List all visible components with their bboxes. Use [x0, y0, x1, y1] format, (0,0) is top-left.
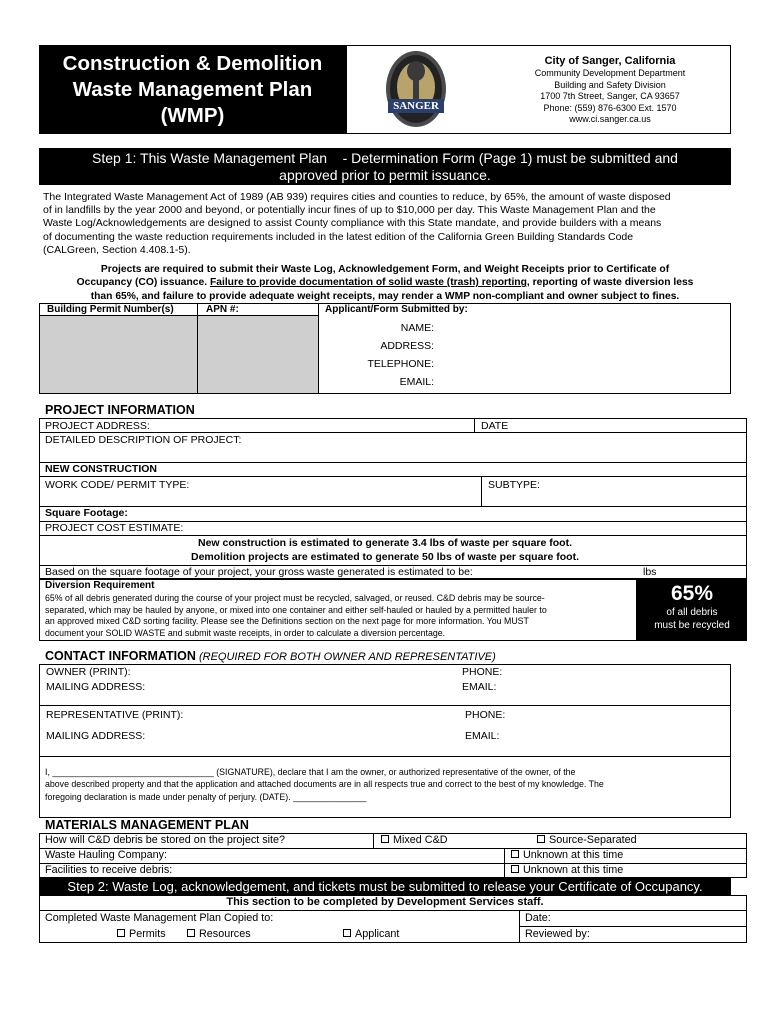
- storage-question: How will C&D debris be stored on the project site?: [45, 834, 286, 846]
- apn-field[interactable]: [198, 316, 318, 393]
- applicant-checkbox[interactable]: Applicant: [343, 928, 399, 941]
- contact-info-heading: CONTACT INFORMATION (REQUIRED FOR BOTH OWNER AND REPRESENTATIVE): [45, 649, 496, 663]
- applicant-address-label: ADDRESS:: [380, 340, 434, 352]
- applicant-name-label: NAME:: [400, 322, 434, 334]
- intro-paragraph: [43, 191, 733, 257]
- owner-phone-label: PHONE:: [462, 666, 503, 678]
- applicant-telephone-label: TELEPHONE:: [367, 358, 434, 370]
- step1-line-1: Step 1: This Waste Management Plan - Determination Form (Page 1) must be submitted and: [92, 150, 678, 166]
- step2-banner: [39, 878, 731, 895]
- new-construction-label: NEW CONSTRUCTION: [45, 463, 157, 475]
- street-address: 1700 7th Street, Sanger, CA 93657: [540, 91, 680, 101]
- step2-text: Step 2: Waste Log, acknowledgement, and tickets must be submitted to release your Certificate of Occupancy.: [67, 879, 703, 894]
- step1-banner: [39, 148, 731, 185]
- representative-label: REPRESENTATIVE (PRINT):: [46, 709, 184, 721]
- project-info-heading: PROJECT INFORMATION: [45, 403, 195, 417]
- division-line: Building and Safety Division: [554, 79, 666, 90]
- description-label: DETAILED DESCRIPTION OF PROJECT:: [45, 434, 242, 446]
- project-address-label: PROJECT ADDRESS:: [45, 420, 150, 432]
- representative-phone-label: PHONE:: [465, 709, 506, 721]
- diversion-line: document your SOLID WASTE and submit waste receipts, in order to calculate a diversion percentage.: [45, 627, 446, 638]
- website[interactable]: www.ci.sanger.ca.us: [569, 114, 651, 124]
- city-name: City of Sanger, California: [544, 55, 676, 67]
- permit-number-header: Building Permit Number(s): [47, 304, 174, 315]
- recycle-percent-caption-2: must be recycled: [654, 620, 730, 631]
- mixed-cd-checkbox[interactable]: Mixed C&D: [381, 834, 448, 847]
- facilities-label: Facilities to receive debris:: [45, 864, 173, 876]
- representative-mailing-label: MAILING ADDRESS:: [46, 730, 146, 742]
- hauling-unknown-checkbox[interactable]: Unknown at this time: [511, 849, 623, 862]
- declaration-text: [45, 766, 729, 803]
- declaration-line: I, _________________________________ (SIGNATURE), declare that I am the owner, or authorized representative of the owner, of the: [45, 767, 576, 777]
- permit-number-field[interactable]: [40, 316, 197, 393]
- staff-only-note: This section to be completed by Development Services staff.: [226, 896, 544, 908]
- source-separated-checkbox[interactable]: Source-Separated: [537, 834, 637, 847]
- notice-line-2: Occupancy (CO) issuance. Failure to provide documentation of solid waste (trash) reporting, reporting of waste diversion less: [76, 277, 694, 289]
- recycle-percent-block: [637, 579, 747, 641]
- submitted-by-header: Applicant/Form Submitted by:: [325, 304, 468, 315]
- lbs-unit: lbs: [643, 566, 657, 578]
- resources-checkbox[interactable]: Resources: [187, 928, 251, 941]
- staff-date-label: Date:: [525, 912, 551, 924]
- square-footage-label: Square Footage:: [45, 507, 128, 519]
- intro-line: Waste Log/Acknowledgements are designed to assist County compliance with this State mandate, and provide builders with a means: [43, 217, 662, 230]
- diversion-line: 65% of all debris generated during the course of your project must be recycled, salvaged, or reused. C&D debris may be source-: [45, 593, 545, 603]
- representative-email-label: EMAIL:: [465, 730, 500, 742]
- title-block: [39, 45, 346, 134]
- dept-line: Community Development Department: [534, 68, 686, 78]
- phone-line: Phone: (559) 876-6300 Ext. 1570: [543, 102, 677, 113]
- permits-checkbox[interactable]: Permits: [117, 928, 166, 941]
- gross-waste-label: Based on the square footage of your project, your gross waste generated is estimated to be:: [45, 566, 473, 578]
- diversion-line: separated, which may be hauled by anyone, or mixed into one container and either self-hauled or hauled by a permitted hauler to: [45, 604, 547, 615]
- copied-to-label: Completed Waste Management Plan Copied to:: [45, 912, 274, 924]
- notice-line-3: than 65%, and failure to provide adequate weight receipts, may render a WMP non-compliant and owner subject to fines.: [90, 290, 680, 302]
- date-label: DATE: [481, 420, 509, 432]
- requirements-notice: [39, 263, 731, 303]
- owner-label: OWNER (PRINT):: [46, 666, 131, 678]
- declaration-line: foregoing declaration is made under penalty of perjury. (DATE). _______________: [45, 791, 367, 802]
- subtype-label: SUBTYPE:: [488, 479, 540, 491]
- recycle-percent-caption-1: of all debris: [666, 607, 718, 618]
- reviewed-by-label: Reviewed by:: [525, 928, 590, 940]
- header-contact: [500, 54, 720, 126]
- intro-line: of documenting the waste reduction requirements included in the latest edition of the California Green Building Standards Code: [43, 230, 634, 243]
- diversion-heading: Diversion Requirement: [45, 580, 155, 591]
- recycle-percent: 65%: [670, 582, 714, 605]
- work-code-label: WORK CODE/ PERMIT TYPE:: [45, 479, 190, 491]
- sanger-seal-logo: [384, 49, 448, 133]
- intro-line: of in landfills by the year 2000 and beyond, or potentially incur fines of up to $10,000 per day. This Waste Management Plan and the: [43, 204, 656, 217]
- notice-line-1: Projects are required to submit their Waste Log, Acknowledgement Form, and Weight Receipts prior to Certificate of: [100, 264, 670, 275]
- title-line-1: Construction & Demolition: [62, 52, 323, 75]
- owner-mailing-label: MAILING ADDRESS:: [46, 681, 146, 693]
- hauling-company-label: Waste Hauling Company:: [45, 849, 168, 861]
- title-line-2: Waste Management Plan: [72, 78, 313, 101]
- declaration-line: above described property and that the application and attached documents are in all respects true and correct to the best of my knowledge. The: [45, 779, 604, 790]
- seal-word: SANGER: [393, 100, 439, 112]
- new-construction-estimate: New construction is estimated to generate 3.4 lbs of waste per square foot.: [197, 537, 572, 549]
- materials-heading: MATERIALS MANAGEMENT PLAN: [45, 818, 249, 832]
- diversion-text: [45, 593, 635, 639]
- owner-email-label: EMAIL:: [462, 681, 497, 693]
- intro-line: (CALGreen, Section 4.408.1-5).: [43, 243, 191, 256]
- intro-line: The Integrated Waste Management Act of 1989 (AB 939) requires cities and counties to reduce, by 65%, the amount of waste disposed: [43, 191, 671, 203]
- applicant-email-label: EMAIL:: [399, 376, 434, 388]
- apn-header: APN #:: [206, 304, 239, 315]
- cost-estimate-label: PROJECT COST ESTIMATE:: [45, 522, 184, 534]
- facilities-unknown-checkbox[interactable]: Unknown at this time: [511, 864, 623, 877]
- title-line-3: (WMP): [160, 104, 225, 127]
- demolition-estimate: Demolition projects are estimated to generate 50 lbs of waste per square foot.: [190, 551, 580, 563]
- diversion-line: an approved mixed C&D sorting facility. Please see the Definitions section on the next page for more information. You MUST: [45, 616, 529, 627]
- step1-line-2: approved prior to permit issuance.: [279, 167, 491, 183]
